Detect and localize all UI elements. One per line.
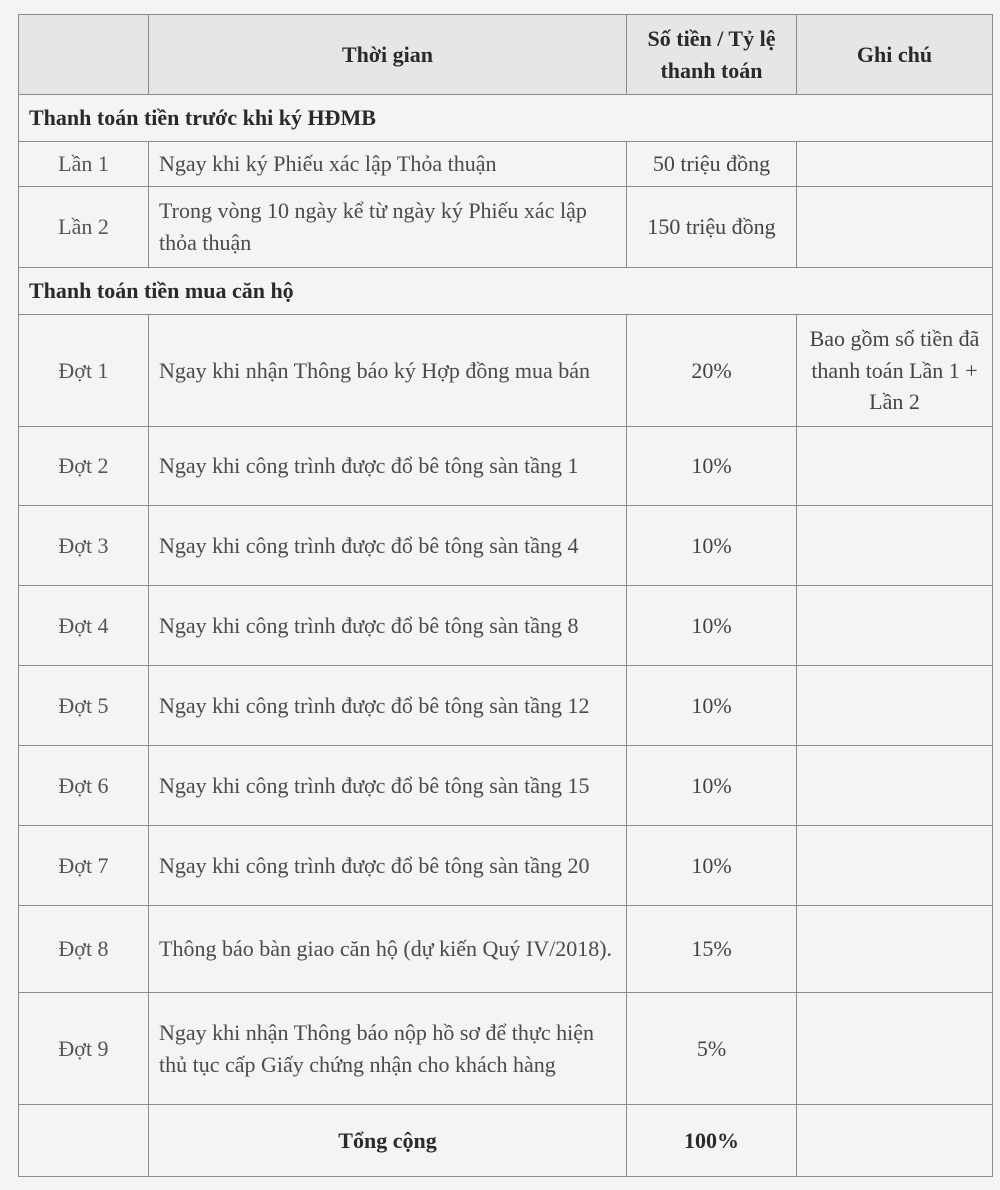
payment-schedule-table — [18, 14, 993, 1177]
section-title: Thanh toán tiền trước khi ký HĐMB — [19, 95, 993, 142]
row-amount: 5% — [627, 993, 797, 1105]
row-label: Đợt 4 — [19, 586, 149, 666]
row-amount: 15% — [627, 906, 797, 993]
row-note — [797, 993, 993, 1105]
row-label: Đợt 2 — [19, 427, 149, 506]
header-amount: Số tiền / Tỷ lệ thanh toán — [627, 15, 797, 95]
row-amount: 10% — [627, 826, 797, 906]
table-row — [19, 746, 993, 826]
table-row — [19, 586, 993, 666]
row-time: Ngay khi công trình được đổ bê tông sàn tầng 4 — [149, 506, 627, 586]
table-row — [19, 427, 993, 506]
table-row — [19, 187, 993, 268]
section-title: Thanh toán tiền mua căn hộ — [19, 268, 993, 315]
row-amount: 10% — [627, 746, 797, 826]
row-amount: 20% — [627, 315, 797, 427]
row-note — [797, 142, 993, 187]
total-amount: 100% — [627, 1105, 797, 1177]
total-row — [19, 1105, 993, 1177]
table-row — [19, 506, 993, 586]
total-title: Tổng cộng — [149, 1105, 627, 1177]
row-note — [797, 826, 993, 906]
total-note — [797, 1105, 993, 1177]
header-note: Ghi chú — [797, 15, 993, 95]
table-row — [19, 315, 993, 427]
row-time: Ngay khi công trình được đổ bê tông sàn tầng 8 — [149, 586, 627, 666]
table-row — [19, 993, 993, 1105]
table-row — [19, 826, 993, 906]
row-label: Đợt 8 — [19, 906, 149, 993]
header-time: Thời gian — [149, 15, 627, 95]
header-index — [19, 15, 149, 95]
row-label: Đợt 9 — [19, 993, 149, 1105]
total-label — [19, 1105, 149, 1177]
row-amount: 150 triệu đồng — [627, 187, 797, 268]
row-time: Ngay khi công trình được đổ bê tông sàn tầng 15 — [149, 746, 627, 826]
row-time: Trong vòng 10 ngày kể từ ngày ký Phiếu xác lập thỏa thuận — [149, 187, 627, 268]
row-label: Đợt 1 — [19, 315, 149, 427]
row-label: Lần 2 — [19, 187, 149, 268]
table-row — [19, 142, 993, 187]
row-note — [797, 586, 993, 666]
row-amount: 10% — [627, 666, 797, 746]
row-time: Ngay khi công trình được đổ bê tông sàn tầng 12 — [149, 666, 627, 746]
section-purchase-row — [19, 268, 993, 315]
row-label: Đợt 6 — [19, 746, 149, 826]
row-amount: 10% — [627, 427, 797, 506]
row-label: Lần 1 — [19, 142, 149, 187]
row-label: Đợt 7 — [19, 826, 149, 906]
table-row — [19, 906, 993, 993]
row-time: Thông báo bàn giao căn hộ (dự kiến Quý IV/2018). — [149, 906, 627, 993]
row-time: Ngay khi nhận Thông báo nộp hồ sơ để thực hiện thủ tục cấp Giấy chứng nhận cho khách hàng — [149, 993, 627, 1105]
row-time: Ngay khi ký Phiếu xác lập Thỏa thuận — [149, 142, 627, 187]
row-amount: 50 triệu đồng — [627, 142, 797, 187]
table-header-row — [19, 15, 993, 95]
row-note — [797, 506, 993, 586]
row-amount: 10% — [627, 506, 797, 586]
row-time: Ngay khi nhận Thông báo ký Hợp đồng mua bán — [149, 315, 627, 427]
row-label: Đợt 3 — [19, 506, 149, 586]
row-note — [797, 746, 993, 826]
row-note — [797, 187, 993, 268]
table-row — [19, 666, 993, 746]
row-note — [797, 427, 993, 506]
row-note: Bao gồm số tiền đã thanh toán Lần 1 + Lần 2 — [797, 315, 993, 427]
row-label: Đợt 5 — [19, 666, 149, 746]
row-time: Ngay khi công trình được đổ bê tông sàn tầng 20 — [149, 826, 627, 906]
row-time: Ngay khi công trình được đổ bê tông sàn tầng 1 — [149, 427, 627, 506]
row-note — [797, 666, 993, 746]
section-deposit-row — [19, 95, 993, 142]
row-note — [797, 906, 993, 993]
row-amount: 10% — [627, 586, 797, 666]
